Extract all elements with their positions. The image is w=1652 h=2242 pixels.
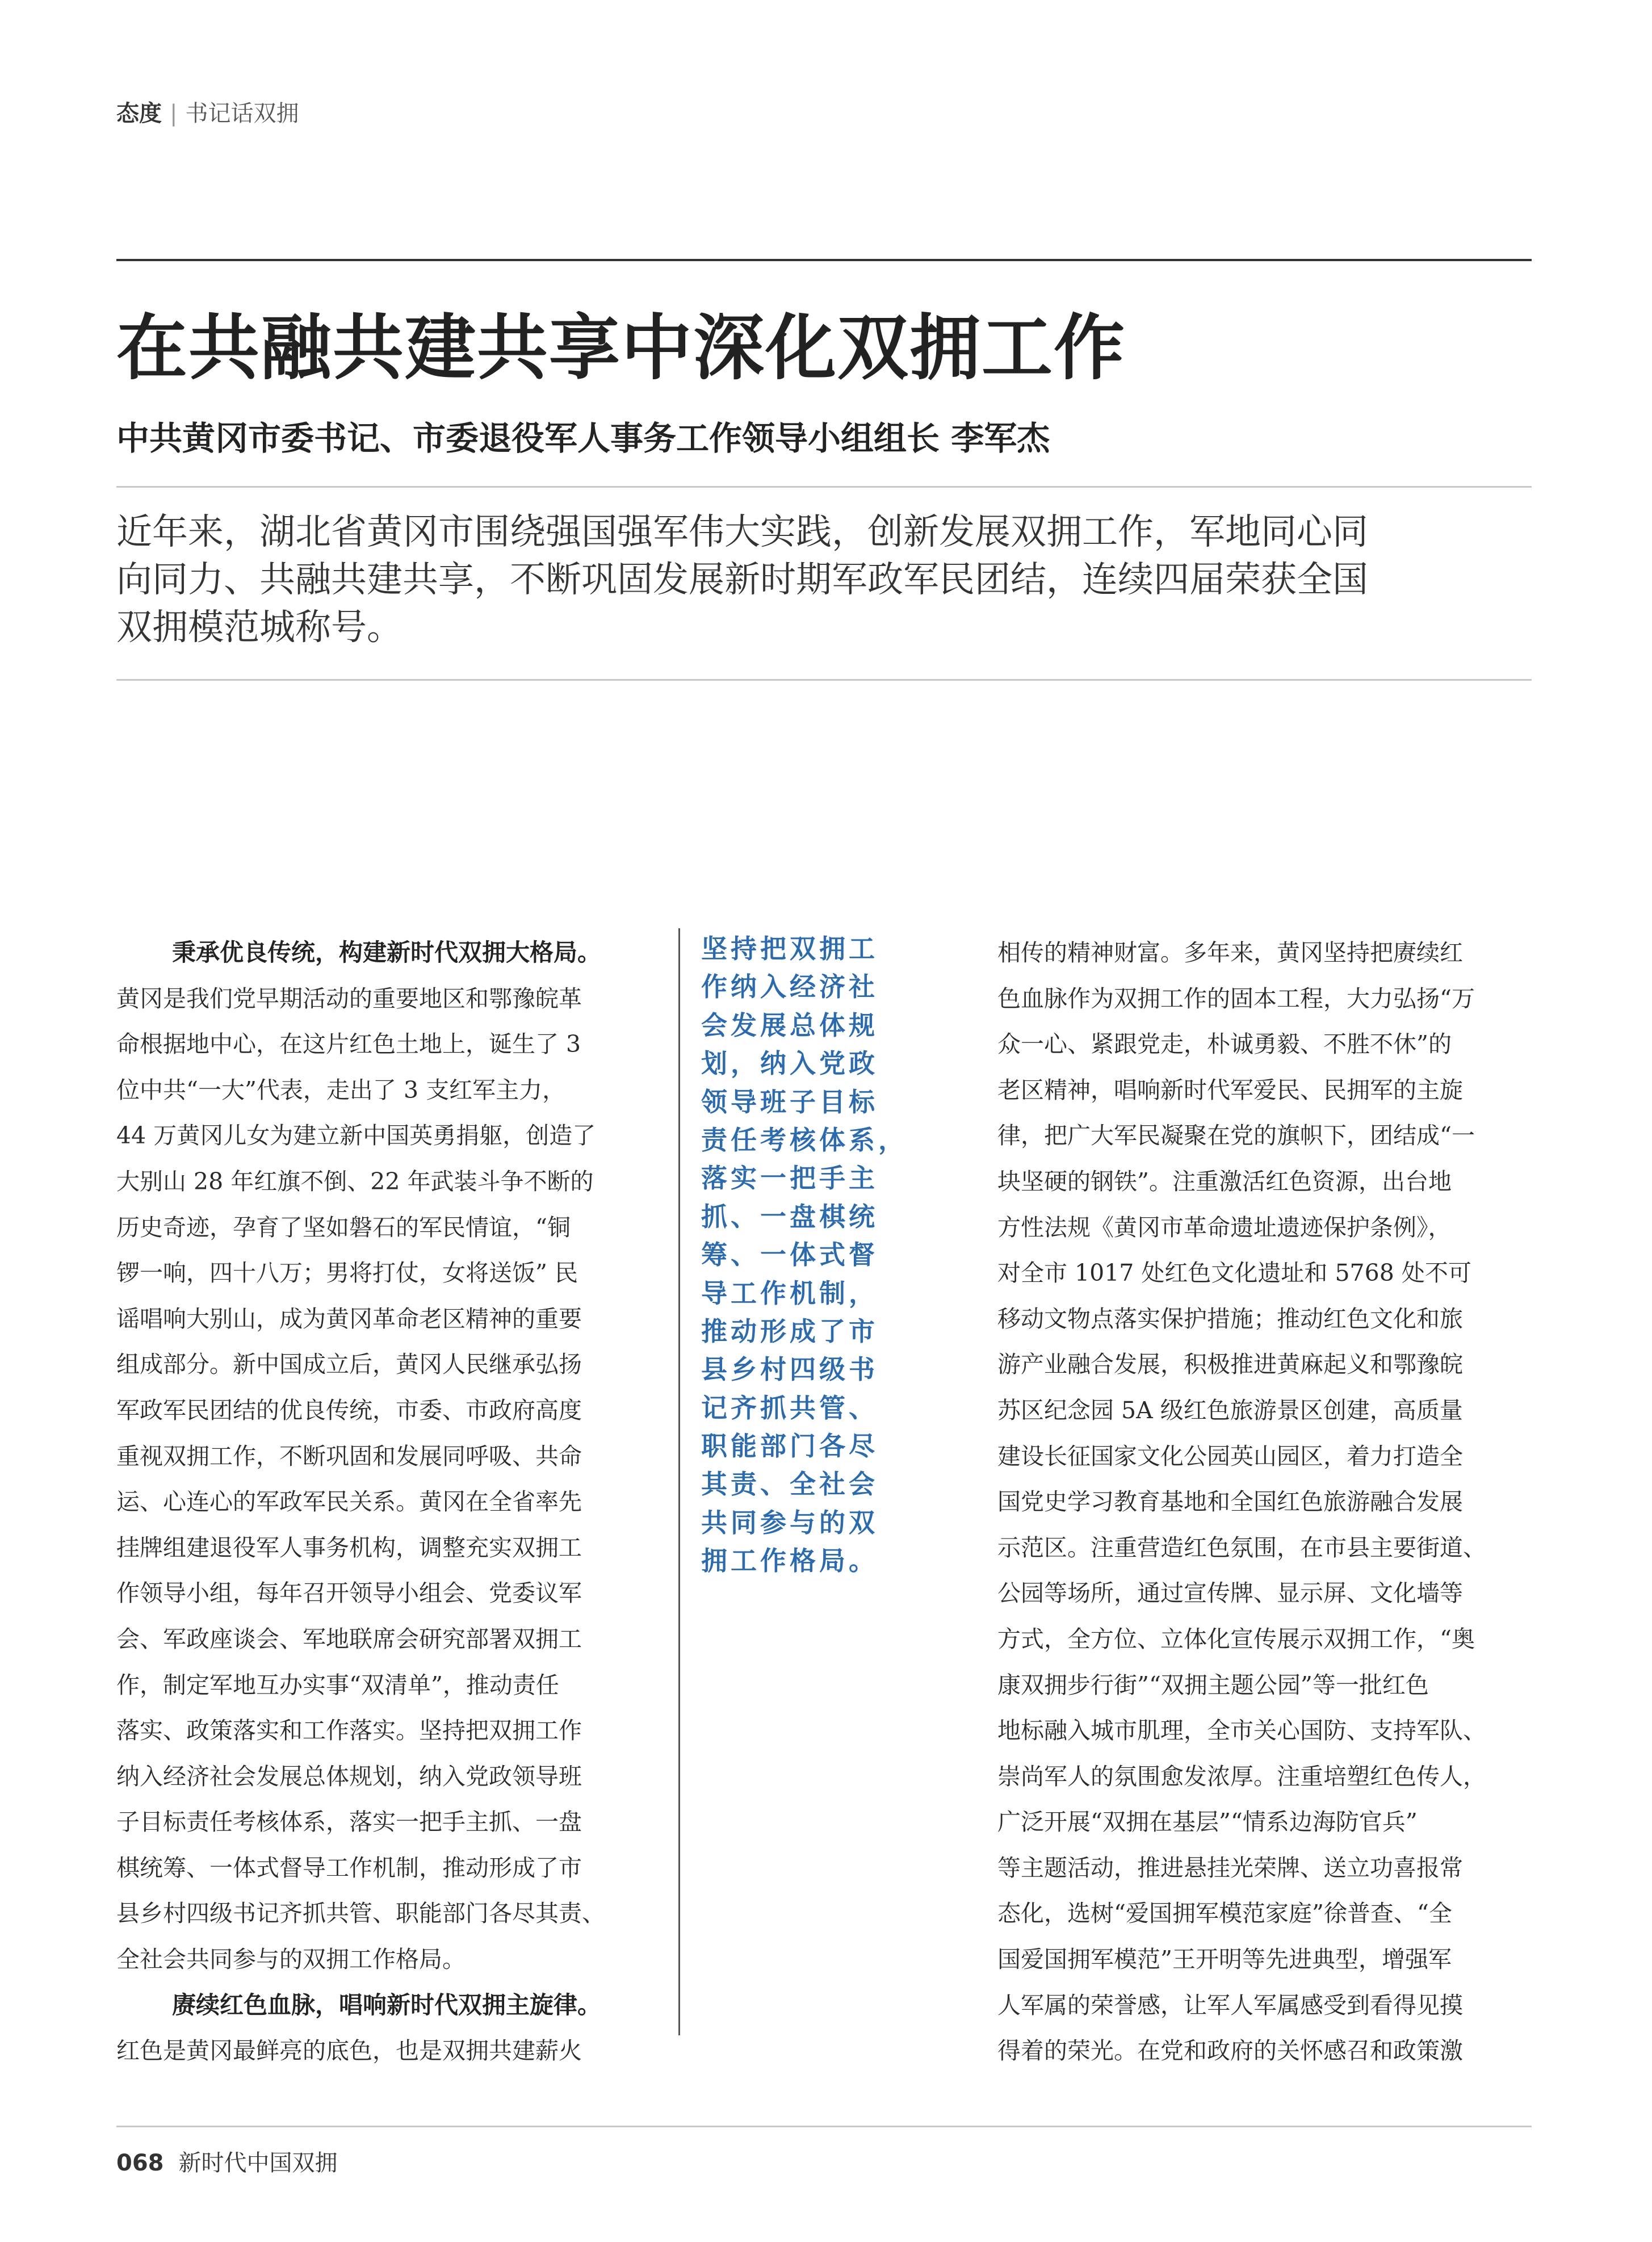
text-line: 落实、政策落实和工作落实。坚持把双拥工作 xyxy=(116,1717,582,1745)
page-footer xyxy=(116,2145,338,2177)
text-line: 重视双拥工作，不断巩固和发展同呼吸、共命 xyxy=(116,1442,582,1470)
section-label: 态度 xyxy=(116,100,162,127)
text-line: 康双拥步行街”“双拥主题公园”等一批红色 xyxy=(997,1671,1429,1699)
author-byline: 中共黄冈市委书记、市委退役军人事务工作领导小组组长 李军杰 xyxy=(116,419,1050,458)
section-heading: 赓续红色血脉，唱响新时代双拥主旋律。 xyxy=(172,1990,602,2019)
top-divider xyxy=(116,259,1532,261)
text-line: 组成部分。新中国成立后，黄冈人民继承弘扬 xyxy=(116,1351,582,1378)
text-line: 得着的荣光。在党和政府的关怀感召和政策激 xyxy=(997,2037,1463,2065)
pull-quote-line: 坚持把双拥工 xyxy=(701,933,878,964)
text-line: 等主题活动，推进悬挂光荣牌、送立功喜报常 xyxy=(997,1854,1463,1881)
pull-quote-line: 其责、全社会 xyxy=(701,1469,878,1500)
pull-quote-line: 责任考核体系， xyxy=(701,1124,908,1155)
body-column-right xyxy=(997,930,1540,2074)
text-line: 军政军民团结的优良传统，市委、市政府高度 xyxy=(116,1396,582,1424)
text-line: 红色是黄冈最鲜亮的底色，也是双拥共建薪火 xyxy=(116,2037,582,2065)
pull-quote-line: 县乡村四级书 xyxy=(701,1354,878,1385)
pull-quote-line: 导工作机制， xyxy=(701,1277,878,1309)
footer-divider xyxy=(116,2126,1532,2127)
pull-quote-line: 会发展总体规 xyxy=(701,1009,878,1041)
text-line: 国爱国拥军模范”王开明等先进典型，增强军 xyxy=(997,1946,1452,1973)
text-line: 地标融入城市肌理，全市关心国防、支持军队、 xyxy=(997,1717,1486,1745)
text-line: 色血脉作为双拥工作的固本工程，大力弘扬“万 xyxy=(997,984,1475,1012)
pull-quote-line: 抓、一盘棋统 xyxy=(701,1201,878,1232)
pull-quote-line: 筹、一体式督 xyxy=(701,1239,878,1271)
text-line: 历史奇迹，孕育了坚如磐石的军民情谊，“铜 xyxy=(116,1213,571,1241)
text-line: 老区精神，唱响新时代军爱民、民拥军的主旋 xyxy=(997,1076,1463,1104)
text-line: 运、心连心的军政军民关系。黄冈在全省率先 xyxy=(116,1488,582,1516)
text-line: 命根据地中心，在这片红色土地上，诞生了 3 xyxy=(116,1030,581,1058)
text-line: 方式，全方位、立体化宣传展示双拥工作，“奥 xyxy=(997,1625,1475,1653)
text-line: 律，把广大军民凝聚在党的旗帜下，团结成“一 xyxy=(997,1122,1475,1150)
text-line: 态化，选树“爱国拥军模范家庭”徐普查、“全 xyxy=(997,1900,1452,1927)
text-line: 广泛开展“双拥在基层”“情系边海防官兵” xyxy=(997,1808,1418,1836)
text-line: 锣一响，四十八万；男将打仗，女将送饭” 民 xyxy=(116,1259,578,1287)
text-line: 纳入经济社会发展总体规划，纳入党政领导班 xyxy=(116,1762,582,1790)
text-line: 块坚硬的钢铁”。注重激活红色资源，出台地 xyxy=(997,1167,1452,1195)
text-line: 谣唱响大别山，成为黄冈革命老区精神的重要 xyxy=(116,1305,582,1332)
text-line: 对全市 1017 处红色文化遗址和 5768 处不可 xyxy=(997,1259,1471,1287)
text-line: 棋统筹、一体式督导工作机制，推动形成了市 xyxy=(116,1854,582,1881)
text-line: 相传的精神财富。多年来，黄冈坚持把赓续红 xyxy=(997,939,1463,966)
text-line: 位中共“一大”代表，走出了 3 支红军主力， xyxy=(116,1076,566,1104)
text-line: 作，制定军地互办实事“双清单”，推动责任 xyxy=(116,1671,559,1699)
pull-quote-line: 拥工作格局。 xyxy=(701,1545,878,1577)
pull-quote-line: 落实一把手主 xyxy=(701,1163,878,1194)
article-title: 在共融共建共享中深化双拥工作 xyxy=(116,307,1126,389)
text-line: 游产业融合发展，积极推进黄麻起义和鄂豫皖 xyxy=(997,1351,1463,1378)
text-line: 苏区纪念园 5A 级红色旅游景区创建，高质量 xyxy=(997,1396,1463,1424)
text-line: 人军属的荣誉感，让军人军属感受到看得见摸 xyxy=(997,1991,1463,2019)
publication-name: 新时代中国双拥 xyxy=(178,2150,338,2176)
text-line: 作领导小组，每年召开领导小组会、党委议军 xyxy=(116,1579,582,1607)
lead-paragraph: 近年来，湖北省黄冈市围绕强国强军伟大实践，创新发展双拥工作，军地同心同 向同力、共融共建共享，不断巩固发展新时期军政军民团结，连续四届荣获全国 双拥模范城称号。 xyxy=(116,511,1368,648)
pull-quote-rule xyxy=(678,928,680,2035)
page-number: 068 xyxy=(116,2150,164,2176)
text-line: 公园等场所，通过宣传牌、显示屏、文化墙等 xyxy=(997,1579,1463,1607)
text-line: 方性法规《黄冈市革命遗址遗迹保护条例》， xyxy=(997,1213,1452,1241)
pull-quote-line: 划，纳入党政 xyxy=(701,1048,878,1079)
pull-quote-line: 推动形成了市 xyxy=(701,1315,878,1347)
pull-quote-line: 职能部门各尽 xyxy=(701,1431,878,1462)
pull-quote xyxy=(701,930,917,1581)
text-line: 建设长征国家文化公园英山园区，着力打造全 xyxy=(997,1442,1463,1470)
text-line: 大别山 28 年红旗不倒、22 年武装斗争不断的 xyxy=(116,1167,594,1195)
text-line: 会、军政座谈会、军地联席会研究部署双拥工 xyxy=(116,1625,582,1653)
text-line: 县乡村四级书记齐抓共管、职能部门各尽其责、 xyxy=(116,1900,605,1927)
pull-quote-line: 领导班子目标 xyxy=(701,1086,878,1117)
text-line: 国党史学习教育基地和全国红色旅游融合发展 xyxy=(997,1488,1463,1516)
text-line: 移动文物点落实保护措施；推动红色文化和旅 xyxy=(997,1305,1463,1332)
text-line: 44 万黄冈儿女为建立新中国英勇捐躯，创造了 xyxy=(116,1122,596,1150)
text-line: 崇尚军人的氛围愈发浓厚。注重培塑红色传人， xyxy=(997,1762,1486,1790)
pull-quote-line: 共同参与的双 xyxy=(701,1507,878,1538)
pull-quote-line: 作纳入经济社 xyxy=(701,971,878,1003)
text-line: 全社会共同参与的双拥工作格局。 xyxy=(116,1946,466,1973)
text-line: 挂牌组建退役军人事务机构，调整充实双拥工 xyxy=(116,1533,582,1561)
byline-divider xyxy=(116,486,1532,488)
text-line: 示范区。注重营造红色氛围，在市县主要街道、 xyxy=(997,1533,1486,1561)
section-header xyxy=(116,95,299,128)
body-column-left xyxy=(116,930,659,2074)
text-line: 黄冈是我们党早期活动的重要地区和鄂豫皖革 xyxy=(116,984,582,1012)
pull-quote-line: 记齐抓共管、 xyxy=(701,1392,878,1423)
subsection-label: 书记话双拥 xyxy=(185,100,299,127)
text-line: 子目标责任考核体系，落实一把手主抓、一盘 xyxy=(116,1808,582,1836)
section-heading: 秉承优良传统，构建新时代双拥大格局。 xyxy=(172,938,602,966)
section-separator: | xyxy=(170,100,178,127)
lead-divider xyxy=(116,679,1532,681)
text-line: 众一心、紧跟党走，朴诚勇毅、不胜不休”的 xyxy=(997,1030,1452,1058)
